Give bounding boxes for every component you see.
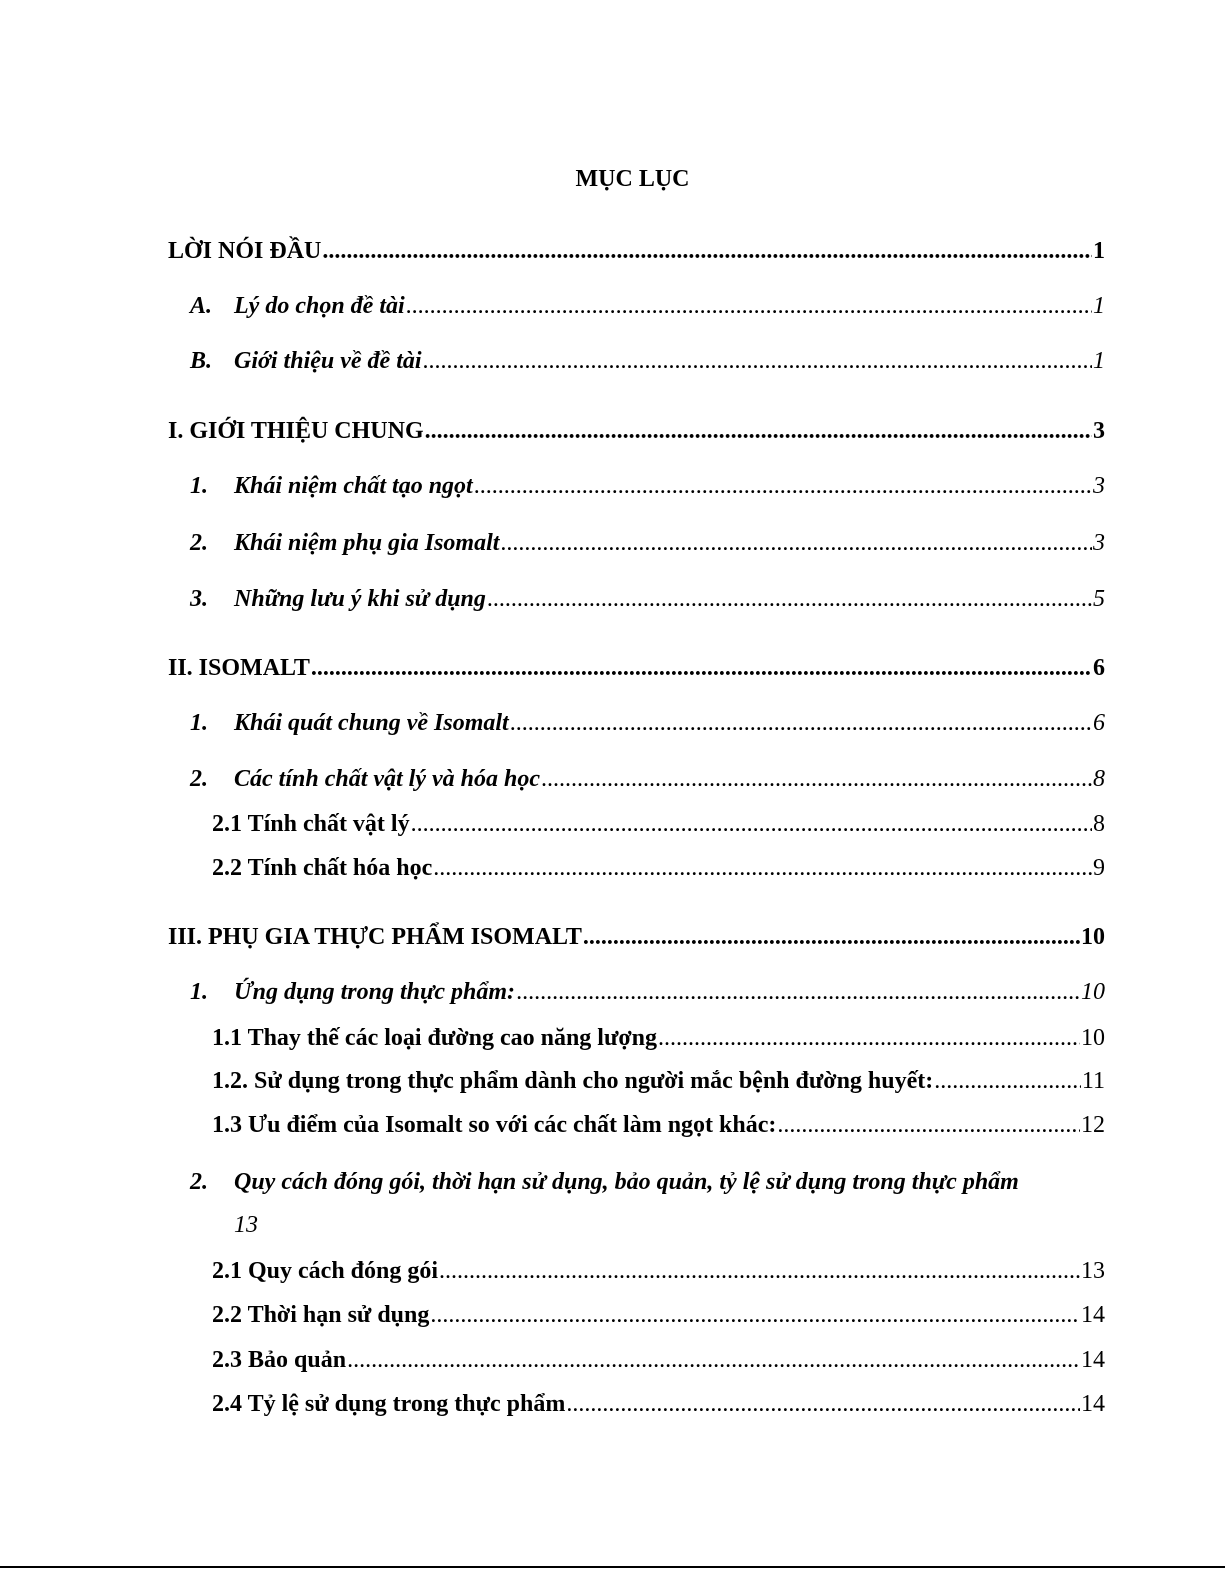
toc-entry[interactable] — [190, 292, 1105, 320]
toc-entry-text: 2.2 Tính chất hóa học — [212, 855, 433, 881]
toc-leader — [516, 978, 1080, 1006]
toc-leader — [347, 1346, 1080, 1374]
toc-entry-number: 2. — [190, 766, 208, 792]
toc-leader — [777, 1111, 1080, 1139]
toc-entry-text: 1.1 Thay thế các loại đường cao năng lượng — [212, 1025, 657, 1051]
toc-leader — [566, 1390, 1080, 1418]
toc-entry[interactable] — [212, 1346, 1105, 1374]
toc-entry[interactable] — [190, 709, 1105, 737]
toc-entry[interactable] — [212, 1067, 1105, 1095]
toc-entry-text: 1.2. Sử dụng trong thực phẩm dành cho người mắc bệnh đường huyết: — [212, 1068, 934, 1094]
toc-page-number: 14 — [1081, 1391, 1105, 1417]
toc-entry-text: 2.2 Thời hạn sử dụng — [212, 1302, 430, 1328]
toc-entry-text: III. PHỤ GIA THỰC PHẨM ISOMALT — [168, 924, 582, 950]
toc-entry-text: 2.4 Tỷ lệ sử dụng trong thực phẩm — [212, 1391, 566, 1417]
toc-entry[interactable] — [190, 765, 1105, 793]
toc-page-number: 11 — [1081, 1068, 1105, 1094]
toc-entry-text: Những lưu ý khi sử dụng — [234, 586, 486, 612]
toc-leader — [934, 1067, 1081, 1095]
toc-leader — [423, 347, 1092, 375]
toc-leader — [439, 1257, 1080, 1285]
toc-entry[interactable] — [190, 978, 1105, 1006]
toc-entry[interactable] — [190, 585, 1105, 613]
toc-leader — [322, 237, 1092, 265]
toc-page-number: 14 — [1081, 1347, 1105, 1373]
toc-entry-text: 2.1 Tính chất vật lý — [212, 811, 410, 837]
toc-leader — [430, 1301, 1080, 1329]
toc-entry-text: Quy cách đóng gói, thời hạn sử dụng, bảo quản, tỷ lệ sử dụng trong thực phẩm — [234, 1169, 1019, 1195]
toc-leader — [583, 923, 1080, 951]
toc-page-number: 10 — [1081, 979, 1105, 1005]
toc-entry-number: 1. — [190, 473, 208, 499]
toc-page-number: 12 — [1081, 1112, 1105, 1138]
toc-page-number: 3 — [1093, 530, 1105, 556]
toc-entry[interactable] — [168, 417, 1105, 445]
toc-entry-text: LỜI NÓI ĐẦU — [168, 238, 322, 264]
toc-page-number: 6 — [1093, 655, 1105, 681]
toc-entry[interactable] — [212, 1390, 1105, 1418]
toc-leader — [474, 472, 1092, 500]
toc-leader — [411, 810, 1092, 838]
toc-page-number: 14 — [1081, 1302, 1105, 1328]
toc-entry[interactable] — [212, 1301, 1105, 1329]
toc-page-number: 8 — [1093, 766, 1105, 792]
toc-entry-wrapped[interactable] — [190, 1168, 1105, 1196]
toc-page-number: 8 — [1093, 811, 1105, 837]
toc-entry-text: Khái quát chung về Isomalt — [234, 710, 509, 736]
toc-entry[interactable] — [212, 1111, 1105, 1139]
toc-entry[interactable] — [212, 810, 1105, 838]
toc-entry[interactable] — [190, 347, 1105, 375]
toc-entry-text: Giới thiệu về đề tài — [234, 348, 422, 374]
toc-page-number: 6 — [1093, 710, 1105, 736]
toc-entry-text: 2.1 Quy cách đóng gói — [212, 1258, 439, 1284]
toc-page-number: 3 — [1093, 418, 1105, 444]
toc-page-number: 1 — [1093, 238, 1105, 264]
toc-leader — [311, 654, 1092, 682]
toc-page-number: 13 — [1081, 1258, 1105, 1284]
toc-entry[interactable] — [212, 854, 1105, 882]
toc-entry-text: 2.3 Bảo quản — [212, 1347, 347, 1373]
toc-entry[interactable] — [190, 472, 1105, 500]
toc-entry[interactable] — [168, 654, 1105, 682]
toc-entry-number: 2. — [190, 1169, 208, 1195]
toc-leader — [510, 709, 1092, 737]
toc-entry[interactable] — [212, 1024, 1105, 1052]
toc-leader — [425, 417, 1092, 445]
toc-entry[interactable] — [168, 923, 1105, 951]
toc-leader — [541, 765, 1092, 793]
toc-entry-number: 3. — [190, 586, 208, 612]
toc-page-number: 10 — [1081, 1025, 1105, 1051]
toc-entry-number: 2. — [190, 530, 208, 556]
toc-leader — [500, 529, 1092, 557]
toc-entry-text: I. GIỚI THIỆU CHUNG — [168, 418, 424, 444]
toc-entry-number: B. — [190, 348, 213, 374]
toc-entry-text: Khái niệm phụ gia Isomalt — [234, 530, 500, 556]
toc-entry-text: Khái niệm chất tạo ngọt — [234, 473, 473, 499]
toc-leader — [406, 292, 1092, 320]
toc-page-number: 1 — [1093, 348, 1105, 374]
toc-entry[interactable] — [212, 1257, 1105, 1285]
toc-entry-text: II. ISOMALT — [168, 655, 310, 681]
toc-entry-text: 1.3 Ưu điểm của Isomalt so với các chất làm ngọt khác: — [212, 1112, 777, 1138]
toc-entry-text: Các tính chất vật lý và hóa học — [234, 766, 540, 792]
toc-entry[interactable] — [190, 529, 1105, 557]
toc-page-number: 3 — [1093, 473, 1105, 499]
toc-entry-number: 1. — [190, 979, 208, 1005]
toc-entry[interactable] — [168, 237, 1105, 265]
toc-entry-text: Ứng dụng trong thực phẩm: — [234, 979, 516, 1005]
toc-entry-number: 1. — [190, 710, 208, 736]
toc-leader — [433, 854, 1092, 882]
toc-page-number: 9 — [1093, 855, 1105, 881]
toc-page-number: 13 — [234, 1212, 258, 1238]
toc-entry-number: A. — [190, 293, 213, 319]
toc-leader — [487, 585, 1092, 613]
toc-title: MỤC LỤC — [575, 166, 690, 192]
toc-page-number: 10 — [1081, 924, 1105, 950]
page-bottom-rule — [0, 1566, 1225, 1568]
toc-entry-text: Lý do chọn đề tài — [234, 293, 405, 319]
toc-page-number: 5 — [1093, 586, 1105, 612]
toc-leader — [658, 1024, 1080, 1052]
toc-page-number: 1 — [1093, 293, 1105, 319]
